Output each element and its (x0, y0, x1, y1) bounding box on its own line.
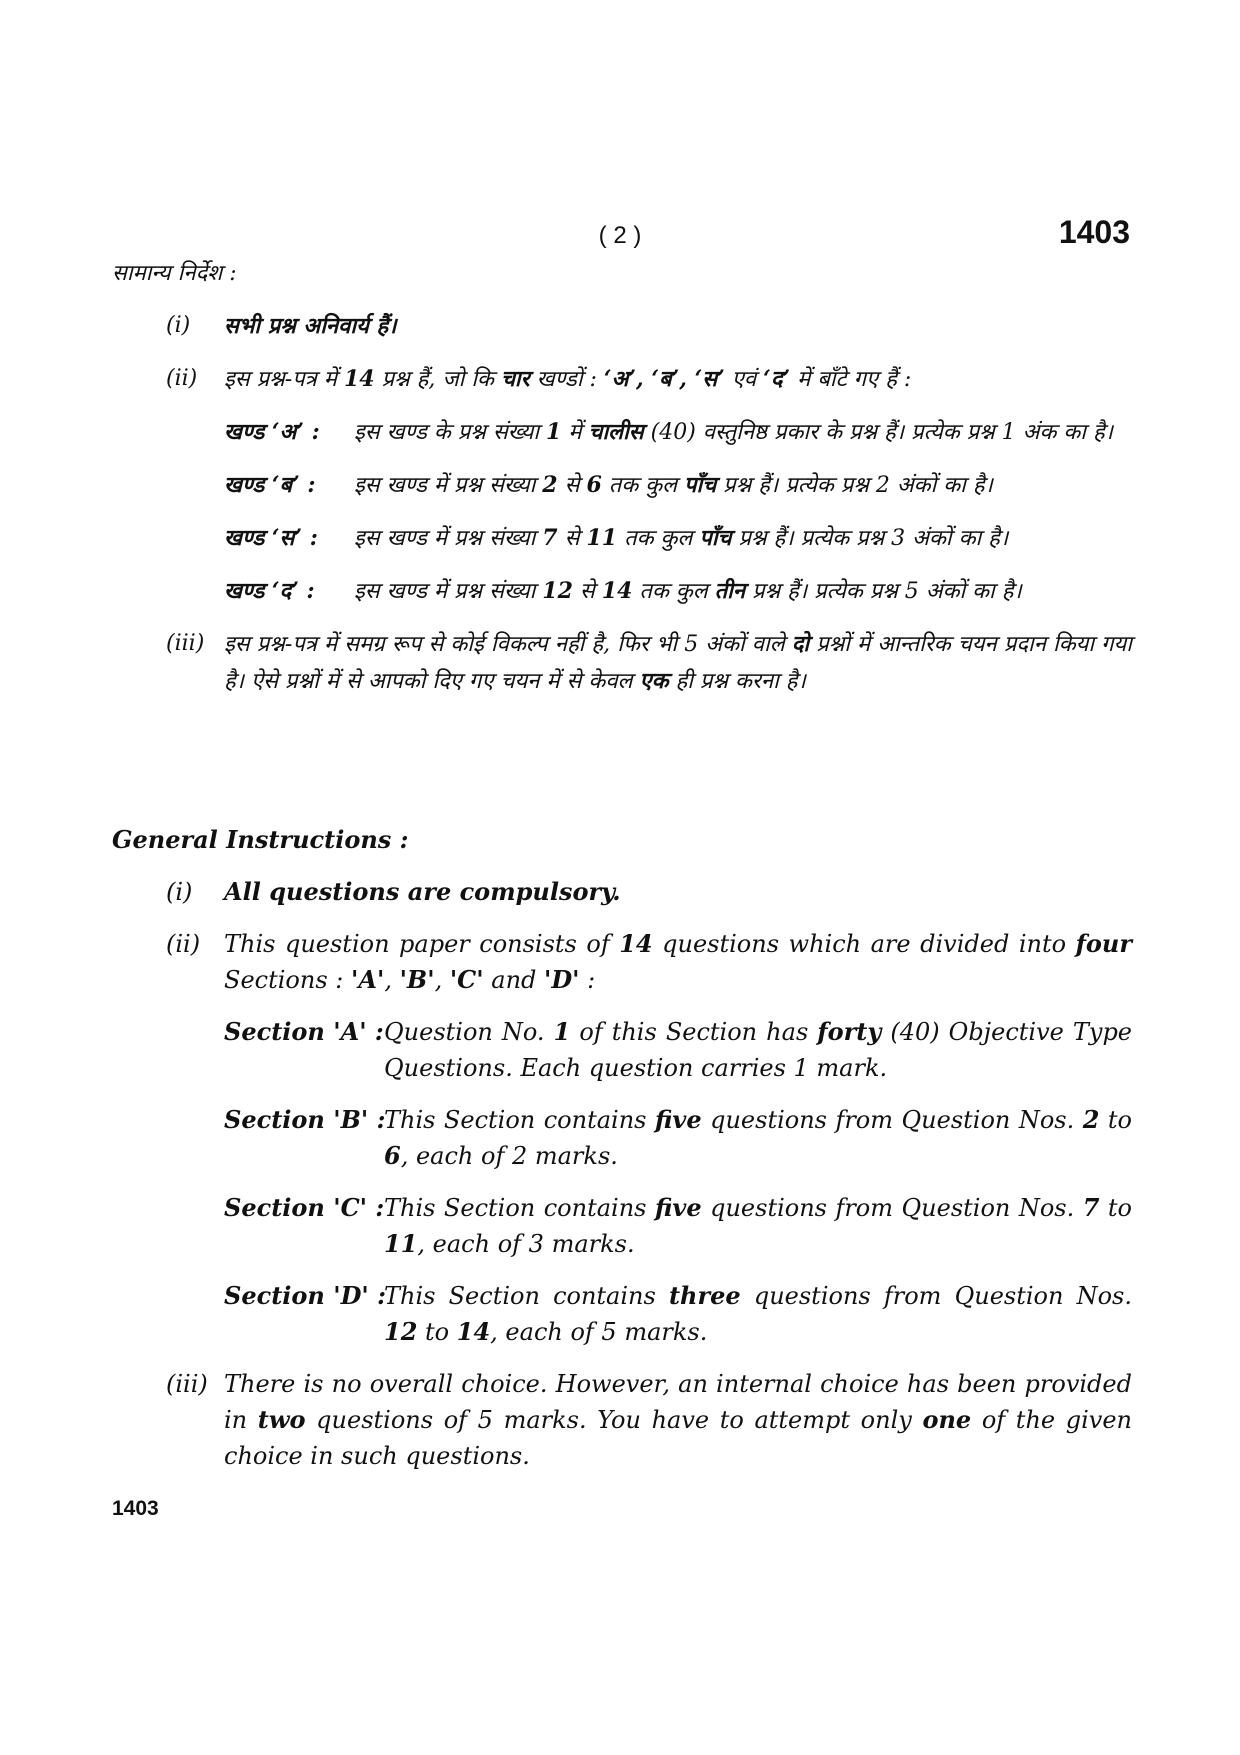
english-section-a (224, 1014, 1132, 1086)
english-heading: General Instructions : (112, 825, 409, 854)
item-text (224, 1366, 1132, 1474)
bold-text: 'C' (449, 965, 484, 994)
text-run: से (572, 579, 602, 604)
bold-text: 14 (343, 366, 375, 392)
text-run: (40) Objective Type Questions. Each question carries 1 mark. (384, 1018, 1133, 1082)
text-run: से (557, 526, 587, 551)
bold-text: five (654, 1105, 702, 1134)
text-run: इस खण्ड में प्रश्न संख्या (354, 579, 543, 604)
text-run: , each of 2 marks. (400, 1142, 618, 1170)
bold-text: forty (817, 1017, 882, 1046)
text-run: (40) वस्तुनिष्ठ प्रकार के प्रश्न हैं। प्रत्येक प्रश्न 1 अंक का है। (643, 420, 1113, 445)
text-run: This Section contains (384, 1194, 655, 1222)
section-text (354, 414, 1132, 451)
section-label: खण्ड ‘अ’ : (224, 419, 320, 445)
bold-text: 'B' (399, 965, 435, 994)
text-run: प्रश्न हैं, जो कि (374, 367, 501, 392)
text-run: में (561, 420, 589, 445)
english-section-b (224, 1102, 1132, 1174)
bold-text: 14 (601, 578, 633, 604)
item-number: (i) (166, 878, 193, 906)
bold-text: 12 (384, 1317, 418, 1346)
bold-text: 6 (384, 1141, 401, 1170)
item-text (224, 308, 1132, 345)
hindi-instruction-iii (112, 626, 1132, 700)
bold-text: तीन (714, 578, 746, 604)
text-run: to (1099, 1194, 1132, 1222)
text-run: , each of 3 marks. (417, 1230, 635, 1258)
bold-text: ‘अ’, ‘ब’, ‘स’ (603, 366, 725, 392)
text-run: प्रश्न हैं। प्रत्येक प्रश्न 5 अंकों का है। (745, 579, 1022, 604)
bold-text: 7 (1082, 1193, 1100, 1222)
hindi-instructions (112, 256, 1132, 700)
bold-text: three (668, 1281, 741, 1310)
bold-text: four (1075, 929, 1132, 958)
bold-text: 12 (542, 578, 573, 604)
text-run: Question No. (384, 1018, 554, 1046)
text-run: इस प्रश्न-पत्र में समग्र रूप से कोई विकल्प नहीं है, फिर भी 5 अंकों वाले (224, 632, 792, 657)
item-number: (iii) (166, 631, 205, 656)
text-run: This Section contains (384, 1106, 655, 1134)
text-run: and (483, 966, 545, 994)
english-instruction-iii (112, 1366, 1132, 1474)
bold-text: 11 (586, 525, 618, 551)
text-run: प्रश्नों में आन्तरिक चयन प्रदान किया गया है। ऐसे प्रश्नों में से आपको दिए गए चयन में से केवल (224, 632, 1133, 694)
english-section-d (224, 1278, 1132, 1350)
section-label: Section 'A' : (224, 1017, 384, 1046)
bold-text: सभी प्रश्न अनिवार्य हैं। (224, 313, 397, 339)
text-run: तक कुल (632, 579, 715, 604)
bold-text: All questions are compulsory. (224, 877, 621, 906)
hindi-section-c (224, 520, 1132, 557)
text-run: , (384, 966, 400, 994)
section-label: खण्ड ‘द’ : (224, 578, 315, 604)
hindi-instruction-i (112, 308, 1132, 345)
bold-text: 2 (542, 472, 558, 498)
text-run: खण्डों : (529, 367, 604, 392)
section-text (354, 520, 1132, 557)
text-run: से (557, 473, 587, 498)
bold-text: 2 (1082, 1105, 1100, 1134)
section-text (384, 1014, 1132, 1086)
bold-text: 14 (619, 929, 653, 958)
bold-text: चालीस (588, 419, 644, 445)
text-run: There is no overall choice. However, an internal choice has been provided in (224, 1370, 1132, 1434)
section-text (384, 1102, 1132, 1174)
bold-text: 'A' (350, 965, 385, 994)
item-text (224, 361, 1132, 398)
text-run: : (579, 966, 596, 994)
text-run: of the given choice in such questions. (224, 1406, 1133, 1470)
bold-text: 1 (546, 419, 562, 445)
text-run: ही प्रश्न करना है। (668, 669, 806, 694)
bold-text: एक (639, 668, 669, 694)
bold-text: पाँच (699, 525, 732, 551)
text-run: , (434, 966, 450, 994)
bold-text: 'D' (544, 965, 580, 994)
text-run: प्रश्न हैं। प्रत्येक प्रश्न 3 अंकों का है। (731, 526, 1009, 551)
section-label: Section 'C' : (224, 1193, 385, 1222)
text-run: to (1099, 1106, 1132, 1134)
bold-text: 6 (586, 472, 602, 498)
item-number: (ii) (166, 930, 201, 958)
text-run: इस खण्ड में प्रश्न संख्या (354, 526, 543, 551)
text-run: प्रश्न हैं। प्रत्येक प्रश्न 2 अंकों का है। (716, 473, 993, 498)
item-text (224, 874, 1132, 910)
text-run: This Section contains (384, 1282, 669, 1310)
text-run: questions from Question Nos. (701, 1194, 1083, 1222)
bold-text: दो (791, 631, 810, 657)
hindi-heading: सामान्य निर्देश : (112, 261, 237, 286)
hindi-section-b (224, 467, 1132, 504)
item-number: (i) (166, 313, 191, 338)
text-run: This question paper consists of (224, 930, 620, 958)
english-instructions (112, 822, 1132, 1474)
text-run: तक कुल (601, 473, 685, 498)
bold-text: 14 (456, 1317, 491, 1346)
bold-text: five (654, 1193, 702, 1222)
text-run: में बाँटे गए हैं : (790, 367, 912, 392)
text-run: questions which are divided into (652, 930, 1076, 958)
hindi-section-a (224, 414, 1132, 451)
item-number: (ii) (166, 366, 198, 391)
paper-code-bottom: 1403 (112, 1497, 159, 1520)
text-run: questions of 5 marks. You have to attempt only (305, 1406, 923, 1434)
item-number: (iii) (166, 1370, 208, 1398)
section-text (354, 573, 1132, 610)
bold-text: two (257, 1405, 306, 1434)
paper-code-top: 1403 (1058, 214, 1130, 250)
item-text (224, 926, 1132, 998)
section-text (384, 1190, 1132, 1262)
text-run: of this Section has (570, 1018, 818, 1046)
text-run: questions from Question Nos. (701, 1106, 1083, 1134)
section-label: खण्ड ‘स’ : (224, 525, 318, 551)
text-run: to (417, 1318, 457, 1346)
text-run: एवं (724, 367, 764, 392)
english-instruction-i (112, 874, 1132, 910)
text-run: इस खण्ड के प्रश्न संख्या (354, 420, 547, 445)
section-label: Section 'B' : (224, 1105, 386, 1134)
section-label: Section 'D' : (224, 1281, 386, 1310)
bold-text: one (922, 1405, 972, 1434)
section-text (384, 1278, 1132, 1350)
text-run: questions from Question Nos. (740, 1282, 1133, 1310)
section-label: खण्ड ‘ब’ : (224, 472, 316, 498)
text-run: , each of 5 marks. (490, 1318, 708, 1346)
english-section-c (224, 1190, 1132, 1262)
section-text (354, 467, 1132, 504)
hindi-instruction-ii (112, 361, 1132, 398)
bold-text: चार (500, 366, 530, 392)
text-run: तक कुल (617, 526, 700, 551)
text-run: इस खण्ड में प्रश्न संख्या (354, 473, 543, 498)
hindi-section-d (224, 573, 1132, 610)
bold-text: 7 (542, 525, 558, 551)
bold-text: 11 (384, 1229, 418, 1258)
bold-text: ‘द’ (763, 366, 791, 392)
text-run: Sections : (224, 966, 351, 994)
item-text (224, 626, 1132, 700)
bold-text: 1 (553, 1017, 571, 1046)
page-number: ( 2 ) (598, 222, 642, 249)
english-instruction-ii (112, 926, 1132, 998)
text-run: इस प्रश्न-पत्र में (224, 367, 344, 392)
bold-text: पाँच (684, 472, 717, 498)
